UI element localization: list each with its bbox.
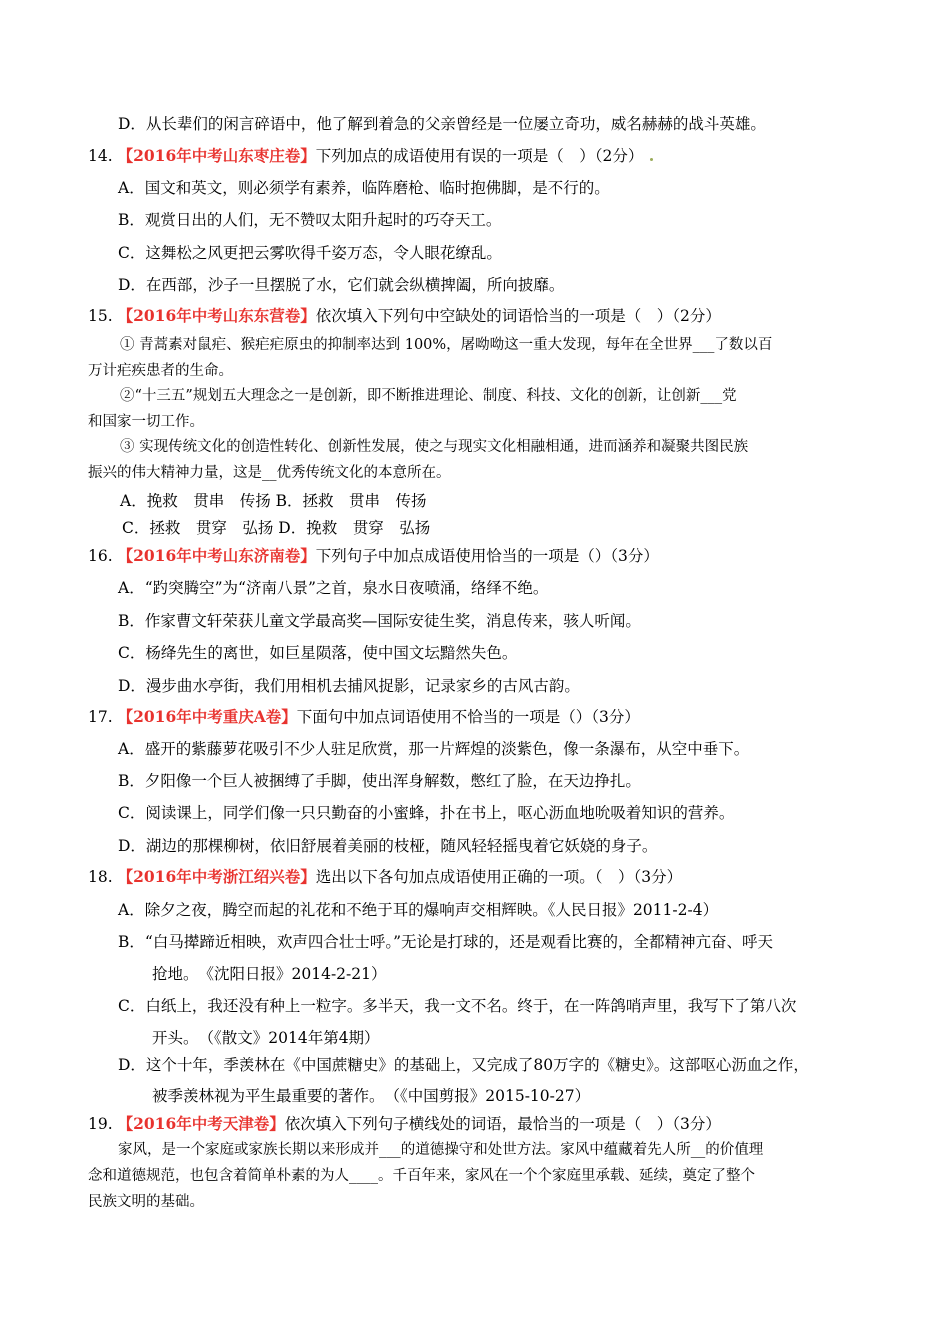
- q19-passage-line-2: 念和道德规范，也包含着简单朴素的为人____。千百年来，家风在一个个家庭里承载、延续，奠定了整个: [88, 1168, 755, 1184]
- q19-passage-line-1: 家风，是一个家庭或家族长期以来形成并___的道德操守和处世方法。家风中蕴藏着先人所__的价值理: [118, 1142, 764, 1158]
- q13-option-d: D．从长辈们的闲言碎语中，他了解到着急的父亲曾经是一位屡立奇功，威名赫赫的战斗英雄。: [118, 115, 766, 133]
- q18-option-a: A．除夕之夜，腾空而起的礼花和不绝于耳的爆响声交相辉映。《人民日报》2011-2-4）: [118, 901, 719, 919]
- q15-sentence-2: ②“十三五”规划五大理念之一是创新，即不断推进理论、制度、科技、文化的创新，让创新___党: [120, 388, 737, 404]
- q18-option-b: B．“白马撵蹄近相映，欢声四合壮士呼。”无论是打球的，还是观看比赛的，全都精神亢奋、呼天: [118, 933, 773, 951]
- q15-options-ab: A．挽救 贯串 传扬 B．拯救 贯串 传扬: [120, 492, 427, 510]
- q17-header: 17. 【2016年中考重庆A卷】下面句中加点词语使用不恰当的一项是（）（3分）: [88, 707, 640, 726]
- q15-sentence-1: ① 青蒿素对鼠疟、猴疟疟原虫的抑制率达到 100%，屠呦呦这一重大发现，每年在全世界___了数以百: [120, 337, 773, 353]
- question-number: 16.: [88, 547, 113, 565]
- q15-sentence-2-cont: 和国家一切工作。: [88, 414, 204, 430]
- source-tag: 【2016年中考浙江绍兴卷】: [117, 867, 316, 886]
- q14-option-c: C．这舞松之风更把云雾吹得千姿万态，令人眼花缭乱。: [118, 244, 502, 262]
- q16-option-c: C．杨绛先生的离世，如巨星陨落，使中国文坛黯然失色。: [118, 644, 518, 662]
- source-tag: 【2016年中考山东东营卷】: [117, 306, 316, 325]
- q18-option-c: C．白纸上，我还没有种上一粒字。多半天，我一文不名。终于，在一阵鸽哨声里，我写下了第八次: [118, 997, 797, 1015]
- q14-header: 14. 【2016年中考山东枣庄卷】下列加点的成语使用有误的一项是（ ）（2分）: [88, 146, 655, 166]
- question-number: 19.: [88, 1115, 113, 1133]
- q18-option-d: D．这个十年，季羡林在《中国蔗糖史》的基础上，又完成了80万字的《糖史》。这部呕心沥血之作，: [118, 1056, 809, 1074]
- q18-option-d-cont: 被季羡林视为平生最重要的著作。 （《中国剪报》2015-10-27）: [152, 1087, 591, 1105]
- q19-header: 19. 【2016年中考天津卷】依次填入下列句子横线处的词语，最恰当的一项是（ ）（3分）: [88, 1114, 721, 1133]
- q18-option-c-cont: 开头。 （《散文》2014年第4期）: [152, 1029, 380, 1047]
- q16-option-b: B．作家曹文轩荣获儿童文学最高奖—国际安徒生奖，消息传来，骇人听闻。: [118, 612, 641, 630]
- q15-sentence-1-cont: 万计疟疾患者的生命。: [88, 363, 233, 379]
- q16-header: 16. 【2016年中考山东济南卷】下列句子中加点成语使用恰当的一项是（）（3分）: [88, 546, 659, 565]
- q15-options-cd: C．拯救 贯穿 弘扬 D．挽救 贯穿 弘扬: [122, 519, 431, 537]
- q17-option-d: D．湖边的那棵柳树，依旧舒展着美丽的枝桠，随风轻轻摇曳着它妖娆的身子。: [118, 837, 658, 855]
- q14-option-a: A．国文和英文，则必须学有素养，临阵磨枪、临时抱佛脚，是不行的。: [118, 179, 610, 197]
- question-number: 17.: [88, 708, 113, 726]
- q14-option-b: B．观赏日出的人们，无不赞叹太阳升起时的巧夺天工。: [118, 211, 502, 229]
- q18-option-b-cont: 抢地。 《沈阳日报》2014-2-21）: [152, 965, 387, 983]
- q15-sentence-3-cont: 振兴的伟大精神力量，这是__优秀传统文化的本意所在。: [88, 465, 451, 481]
- q19-passage-line-3: 民族文明的基础。: [88, 1194, 204, 1210]
- q15-sentence-3: ③ 实现传统文化的创造性转化、创新性发展，使之与现实文化相融相通，进而涵养和凝聚共图民族: [120, 439, 749, 455]
- question-number: 18.: [88, 868, 113, 886]
- dot-mark: [650, 158, 653, 161]
- source-tag: 【2016年中考天津卷】: [117, 1114, 285, 1133]
- source-tag: 【2016年中考山东济南卷】: [117, 546, 316, 565]
- source-tag: 【2016年中考山东枣庄卷】: [117, 146, 316, 165]
- question-number: 14.: [88, 147, 113, 165]
- q15-header: 15. 【2016年中考山东东营卷】依次填入下列句中空缺处的词语恰当的一项是（ ）（2分）: [88, 306, 721, 325]
- q17-option-c: C．阅读课上，同学们像一只只勤奋的小蜜蜂，扑在书上，呕心沥血地吮吸着知识的营养。: [118, 804, 735, 822]
- source-tag: 【2016年中考重庆A卷】: [117, 707, 297, 726]
- q16-option-a: A．“趵突腾空”为“济南八景”之首，泉水日夜喷涌，络绎不绝。: [118, 579, 549, 597]
- q14-option-d: D．在西部，沙子一旦摆脱了水，它们就会纵横捭阖，所向披靡。: [118, 276, 565, 294]
- q17-option-a: A．盛开的紫藤萝花吸引不少人驻足欣赏，那一片辉煌的淡紫色，像一条瀑布，从空中垂下。: [118, 740, 750, 758]
- q18-header: 18. 【2016年中考浙江绍兴卷】选出以下各句加点成语使用正确的一项。（ ）（3分）: [88, 867, 683, 886]
- q16-option-d: D．漫步曲水亭街，我们用相机去捕风捉影，记录家乡的古风古韵。: [118, 677, 580, 695]
- q17-option-b: B．夕阳像一个巨人被捆缚了手脚，使出浑身解数，憋红了脸，在天边挣扎。: [118, 772, 641, 790]
- question-number: 15.: [88, 307, 113, 325]
